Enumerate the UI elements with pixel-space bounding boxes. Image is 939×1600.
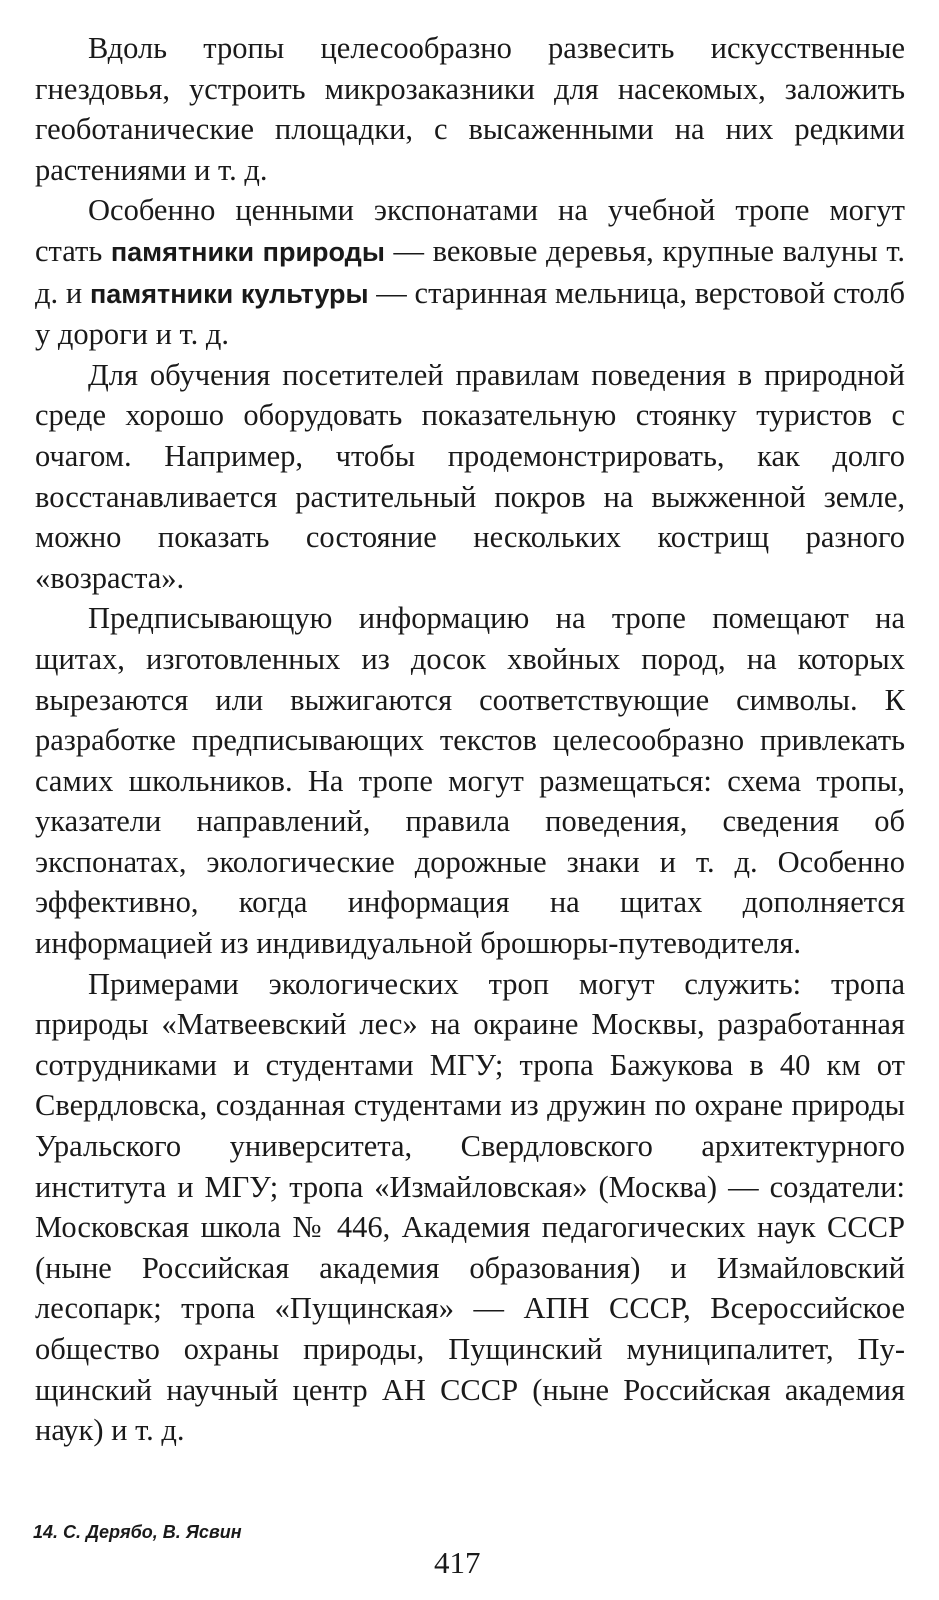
footer-signature: 14. С. Дерябо, В. Ясвин	[33, 1522, 242, 1542]
paragraph-3-text: Для обучения посетителей правилам поведения в природной среде хорошо оборудовать показательную стоянку туристов с очагом. Например, чтобы продемонстрировать, как долго восстанавливается растительный покров на выжженной земле, можно показать состояние нескольких кострищ разного «возраста».	[35, 357, 905, 595]
paragraph-4	[35, 598, 905, 963]
paragraph-2-text-a: Особенно ценными экспонатами на учебной тропе могут стать	[35, 193, 905, 268]
term-culture-monuments: памятники культуры	[89, 278, 369, 309]
paragraph-1	[35, 28, 905, 190]
term-nature-monuments: памятники природы	[110, 236, 385, 267]
paragraph-2	[35, 190, 905, 354]
paragraph-2-text-c: — старинная мельница, верстовой столб у дороги и т. д.	[35, 275, 905, 352]
paragraph-5-text: Примерами экологических троп могут служить: тропа природы «Матвеевский лес» на окраине Москвы, разработанная сотрудниками и студентами МГУ; тропа Бажукова в 40 км от Свердловска, созданная студентами из дружин по охране природы Уральского университета, Свердловского архитектурного института и МГУ; тропа «Измайловская» (Москва) — создатели: Московская школа № 446, Академия педагогических наук СССР (ныне Российская академия образования) и Измайловский лесопарк; тропа «Пущинская» — АПН СССР, Всероссийское общество охраны природы, Пущинский муниципалитет, Пущинский научный центр АН СССР (ныне Российская академия наук) и т. д.	[35, 966, 905, 1448]
page-number: 417	[434, 1545, 481, 1580]
paragraph-2-text-b: — вековые деревья, крупные валуны т. д. и	[35, 233, 905, 310]
paragraph-5	[35, 964, 905, 1451]
paragraph-3	[35, 355, 905, 599]
paragraph-1-text: Вдоль тропы целесообразно развесить искусственные гнездовья, устроить микрозаказники для насекомых, заложить геоботанические площадки, с высаженными на них редкими растениями и т. д.	[35, 31, 905, 187]
body-text	[35, 28, 905, 1451]
paragraph-4-text: Предписывающую информацию на тропе помещают на щитах, изготовленных из досок хвойных пород, на которых вырезаются или выжигаются соответствующие символы. К разработке предписывающих текстов целесообразно привлекать самих школьников. На тропе могут размещаться: схема тропы, указатели направлений, правила поведения, сведения об экспонатах, экологические дорожные знаки и т. д. Особенно эффективно, когда информация на щитах дополняется информацией из индивидуальной брошюры-путеводителя.	[35, 601, 905, 961]
